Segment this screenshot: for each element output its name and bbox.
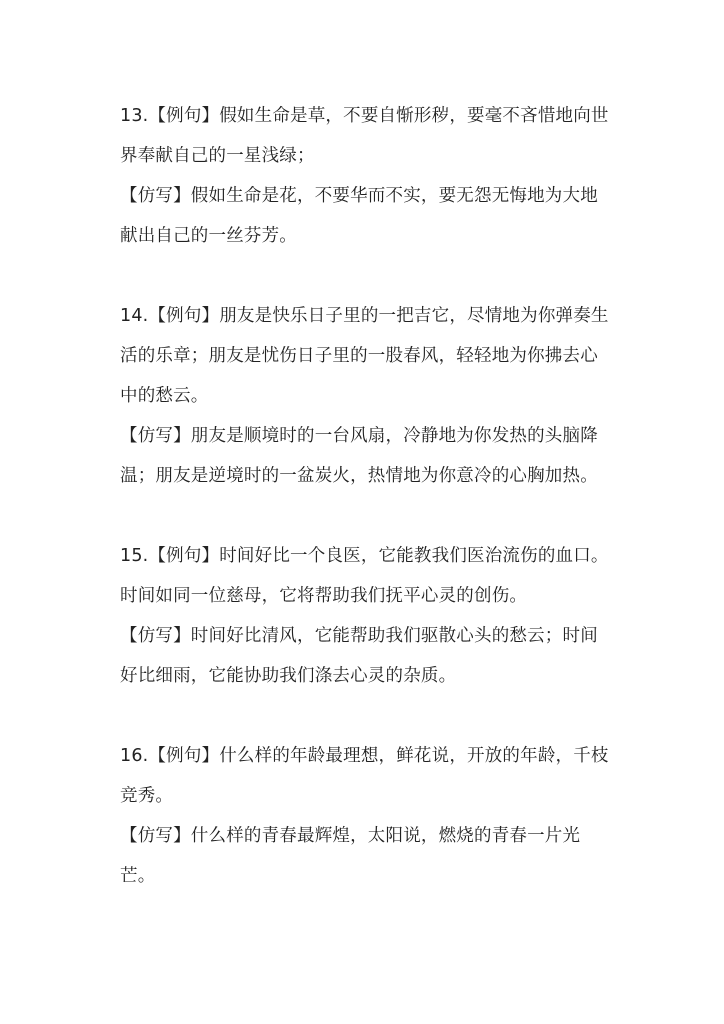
paragraph-gap	[120, 496, 610, 536]
imitation-sentence: 【仿写】假如生命是花，不要华而不实，要无怨无悔地为大地献出自己的一丝芬芳。	[120, 186, 598, 246]
example-sentence: 14.【例句】朋友是快乐日子里的一把吉它，尽情地为你弹奏生活的乐章；朋友是忧伤日子里的一股春风，轻轻地为你拂去心中的愁云。	[120, 306, 609, 406]
example-sentence: 13.【例句】假如生命是草，不要自惭形秽，要毫不吝惜地向世界奉献自己的一星浅绿；	[120, 106, 609, 166]
sentence-item-15	[120, 536, 610, 696]
paragraph-gap	[120, 256, 610, 296]
example-sentence: 15.【例句】时间好比一个良医，它能教我们医治流伤的血口。时间如同一位慈母，它将帮助我们抚平心灵的创伤。	[120, 546, 609, 606]
sentence-item-14	[120, 296, 610, 496]
sentence-item-16	[120, 736, 610, 896]
imitation-sentence: 【仿写】朋友是顺境时的一台风扇，冷静地为你发热的头脑降温；朋友是逆境时的一盆炭火，热情地为你意冷的心胸加热。	[120, 426, 598, 486]
document-body	[120, 96, 610, 896]
example-sentence: 16.【例句】什么样的年龄最理想，鲜花说，开放的年龄，千枝竞秀。	[120, 746, 609, 806]
paragraph-gap	[120, 696, 610, 736]
imitation-sentence: 【仿写】时间好比清风，它能帮助我们驱散心头的愁云；时间好比细雨，它能协助我们涤去心灵的杂质。	[120, 626, 598, 686]
sentence-item-13	[120, 96, 610, 256]
imitation-sentence: 【仿写】什么样的青春最辉煌，太阳说，燃烧的青春一片光芒。	[120, 826, 581, 886]
